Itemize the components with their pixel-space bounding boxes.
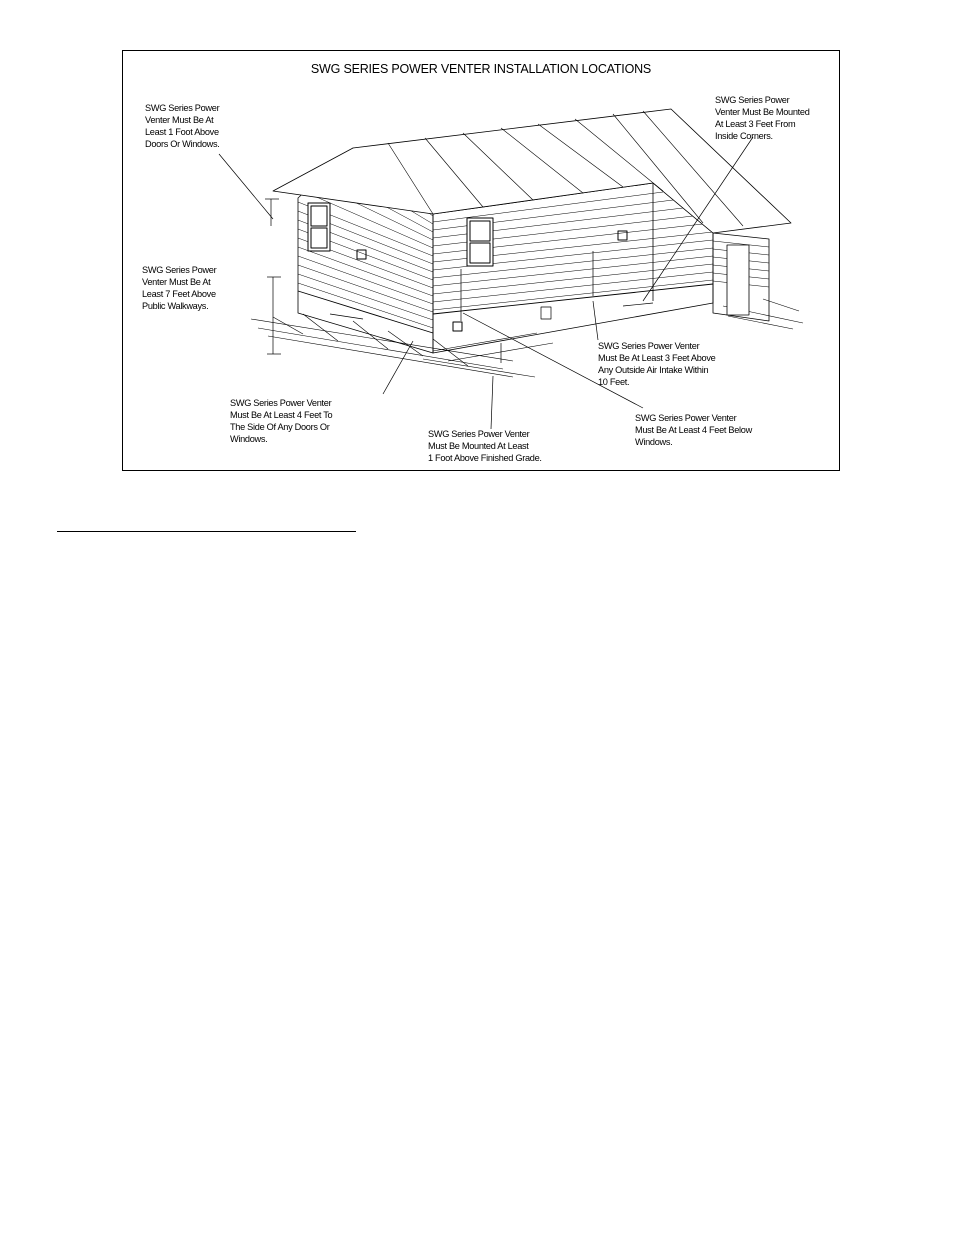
callout-line: SWG Series Power Venter (428, 429, 530, 439)
ground-grid (251, 299, 803, 377)
callout-inside-corners (715, 94, 810, 142)
callout-line: Venter Must Be At (142, 277, 211, 287)
callout-below-windows (635, 412, 752, 448)
window-left (308, 203, 330, 251)
figure-title: SWG SERIES POWER VENTER INSTALLATION LOCATIONS (310, 62, 652, 76)
venter-unit-low (453, 322, 462, 331)
window-front (467, 218, 493, 266)
roof (273, 109, 791, 233)
callout-line: Least 7 Feet Above (142, 289, 216, 299)
callout-line: At Least 3 Feet From (715, 119, 796, 129)
callout-line: 1 Foot Above Finished Grade. (428, 453, 542, 463)
callout-air-intake (598, 340, 715, 388)
callout-doors-windows-above (145, 102, 220, 150)
callout-line: Venter Must Be Mounted (715, 107, 810, 117)
callout-line: Doors Or Windows. (145, 139, 220, 149)
section-rule (57, 531, 356, 532)
callout-line: Inside Corners. (715, 131, 773, 141)
venter-unit-left (357, 250, 366, 259)
callout-public-walkways (142, 264, 216, 312)
callout-line: 10 Feet. (598, 377, 630, 387)
callout-line: SWG Series Power (145, 103, 220, 113)
callout-line: SWG Series Power (715, 95, 790, 105)
callout-line: Least 1 Foot Above (145, 127, 219, 137)
callout-line: Must Be Mounted At Least (428, 441, 529, 451)
callout-line: Windows. (230, 434, 268, 444)
long-side-wall (433, 183, 713, 353)
figure-frame (122, 50, 840, 471)
callout-line: Public Walkways. (142, 301, 209, 311)
callout-line: SWG Series Power (142, 265, 217, 275)
callout-line: Must Be At Least 3 Feet Above (598, 353, 716, 363)
callout-line: Windows. (635, 437, 673, 447)
callout-line: The Side Of Any Doors Or (230, 422, 330, 432)
callout-line: SWG Series Power Venter (635, 413, 737, 423)
right-gable-wall (713, 233, 769, 321)
callout-line: Must Be At Least 4 Feet To (230, 410, 333, 420)
callout-line: Venter Must Be At (145, 115, 214, 125)
callout-line: Any Outside Air Intake Within (598, 365, 709, 375)
callout-finished-grade (428, 428, 542, 464)
callout-line: SWG Series Power Venter (230, 398, 332, 408)
foundation-vent (541, 307, 551, 319)
callout-line: Must Be At Least 4 Feet Below (635, 425, 752, 435)
callout-side-of-doors (230, 397, 332, 445)
callout-line: SWG Series Power Venter (598, 341, 700, 351)
